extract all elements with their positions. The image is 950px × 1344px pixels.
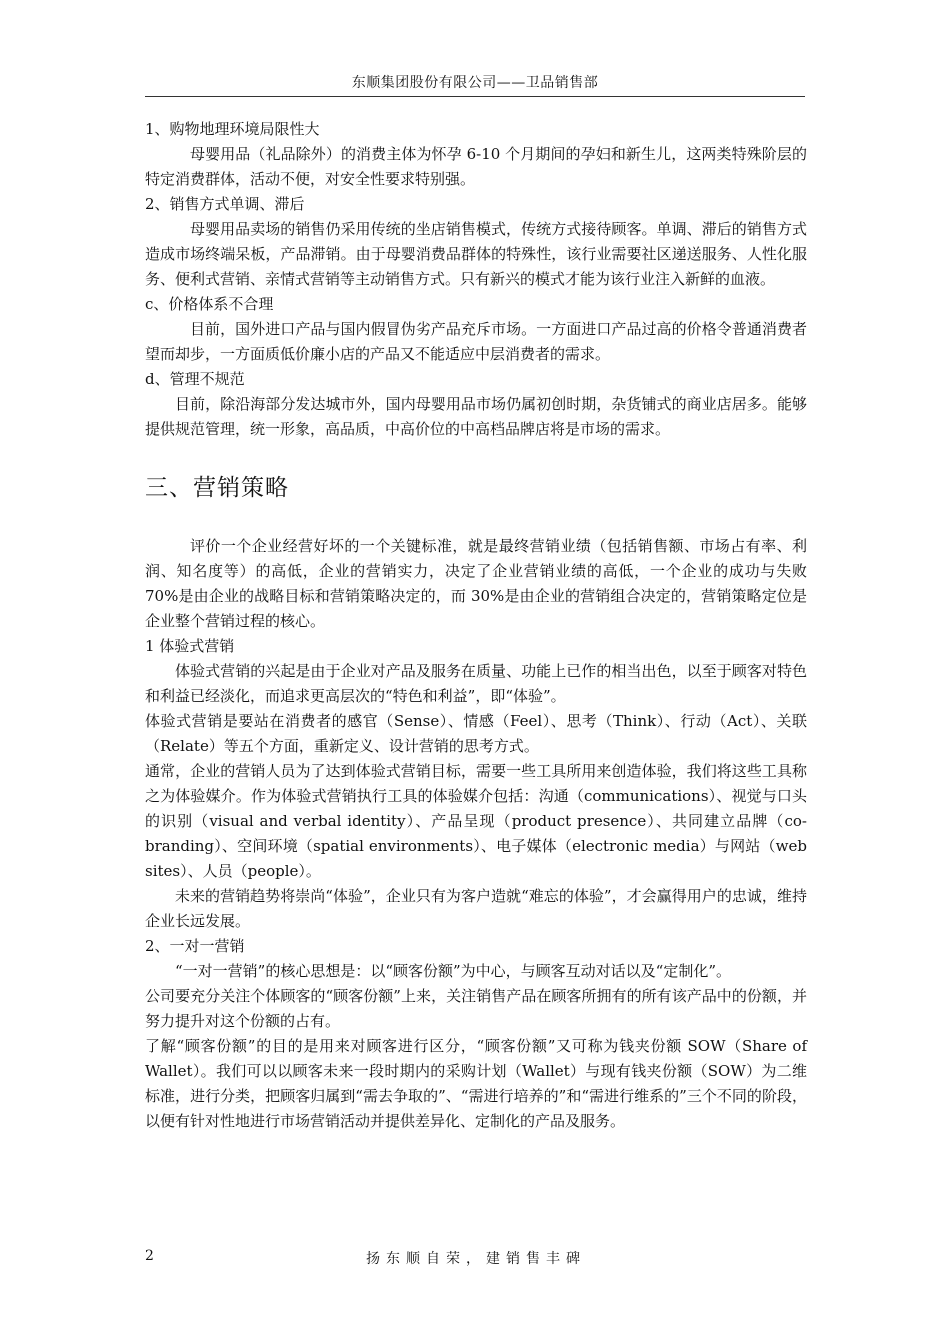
paragraph: 母婴用品卖场的销售仍采用传统的坐店销售模式，传统方式接待顾客。单调、滞后的销售方式造成市场终端呆板，产品滞销。由于母婴消费品群体的特殊性，该行业需要社区递送服务、人性化服务、便利式营销、亲情式营销等主动销售方式。只有新兴的模式才能为该行业注入新鲜的血液。 — [145, 220, 807, 288]
header-title: 东顺集团股份有限公司——卫品销售部 — [351, 75, 599, 91]
paragraph: 体验式营销的兴起是由于企业对产品及服务在质量、功能上已作的相当出色，以至于顾客对特色和利益已经淡化，而追求更高层次的“特色和利益”，即“体验”。 — [145, 662, 807, 705]
subheading-price-system: c、价格体系不合理 — [145, 295, 274, 313]
paragraph: “一对一营销”的核心思想是：以“顾客份额”为中心，与顾客互动对话以及“定制化”。 — [175, 962, 732, 980]
document-body — [145, 117, 807, 1134]
section-title: 三、营销策略 — [145, 475, 289, 501]
paragraph: 了解“顾客份额”的目的是用来对顾客进行区分，“顾客份额”又可称为钱夹份额 SOW（Share of Wallet）。我们可以以顾客未来一段时期内的采购计划（Wallet）与现有钱夹份额（SOW）为二维标准，进行分类，把顾客归属到“需去争取的”、“需进行培养的”和“需进行维系的”三个不同的阶段，以便有针对性地进行市场营销活动并提供差异化、定制化的产品及服务。 — [145, 1037, 807, 1130]
subheading-sales-method: 2、销售方式单调、滞后 — [145, 195, 305, 213]
paragraph: 母婴用品（礼品除外）的消费主体为怀孕 6-10 个月期间的孕妇和新生儿，这两类特殊阶层的特定消费群体，活动不便，对安全性要求特别强。 — [145, 145, 807, 188]
subheading-management: d、管理不规范 — [145, 370, 245, 388]
paragraph: 体验式营销是要站在消费者的感官（Sense）、情感（Feel）、思考（Think）、行动（Act）、关联（Relate）等五个方面，重新定义、设计营销的思考方式。 — [145, 712, 807, 755]
paragraph: 目前，除沿海部分发达城市外，国内母婴用品市场仍属初创时期，杂货铺式的商业店居多。能够提供规范管理，统一形象，高品质，中高价位的中高档品牌店将是市场的需求。 — [145, 395, 807, 438]
subheading-shopping-environment: 1、购物地理环境局限性大 — [145, 120, 320, 138]
subheading-experiential-marketing: 1 体验式营销 — [145, 637, 235, 655]
paragraph: 通常，企业的营销人员为了达到体验式营销目标，需要一些工具所用来创造体验，我们将这些工具称之为体验媒介。作为体验式营销执行工具的体验媒介包括：沟通（communications）、视觉与口头的识别（visual and verbal identity）、产品呈现（product presence）、共同建立品牌（co-branding）、空间环境（spatial environments）、电子媒体（electronic media）与网站（web sites）、人员（people）。 — [145, 762, 807, 880]
page-header — [0, 72, 950, 92]
paragraph: 公司要充分关注个体顾客的“顾客份额”上来，关注销售产品在顾客所拥有的所有该产品中的份额，并努力提升对这个份额的占有。 — [145, 987, 807, 1030]
footer-slogan: 扬东顺自荣，建销售丰碑 — [366, 1251, 586, 1267]
header-divider — [145, 96, 805, 97]
page-number: 2 — [145, 1248, 154, 1264]
paragraph: 目前，国外进口产品与国内假冒伪劣产品充斥市场。一方面进口产品过高的价格令普通消费者望而却步，一方面质低价廉小店的产品又不能适应中层消费者的需求。 — [145, 320, 807, 363]
paragraph: 评价一个企业经营好坏的一个关键标准，就是最终营销业绩（包括销售额、市场占有率、利润、知名度等）的高低，企业的营销实力，决定了企业营销业绩的高低，一个企业的成功与失败 70%是由企业的战略目标和营销策略决定的，而 30%是由企业的营销组合决定的，营销策略定位是企业整个营销过程的核心。 — [145, 537, 807, 630]
paragraph: 未来的营销趋势将崇尚“体验”，企业只有为客户造就“难忘的体验”，才会赢得用户的忠诚，维持企业长远发展。 — [145, 887, 807, 930]
subheading-one-to-one-marketing: 2、一对一营销 — [145, 937, 245, 955]
